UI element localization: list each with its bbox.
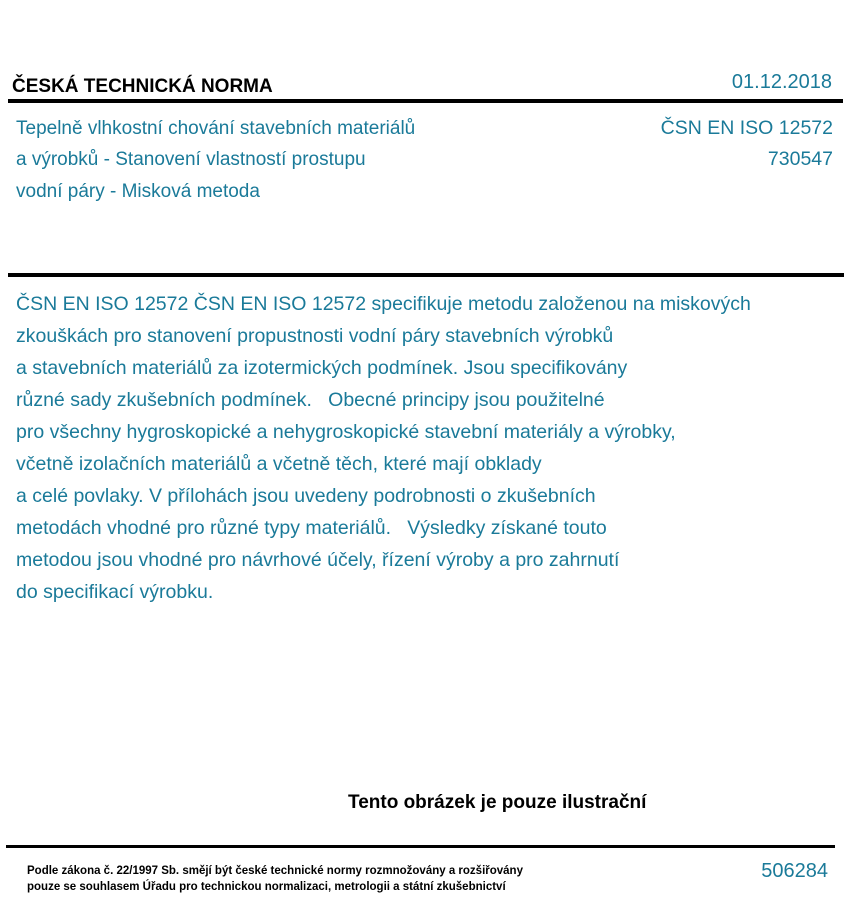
description-line: do specifikací výrobku.	[16, 581, 214, 603]
standard-designation: ČSN EN ISO 12572	[660, 117, 833, 139]
norm-header-label: ČESKÁ TECHNICKÁ NORMA	[12, 76, 273, 97]
standard-title-line: vodní páry - Misková metoda	[16, 181, 260, 202]
description-line: zkouškách pro stanovení propustnosti vodní páry stavebních výrobků	[16, 325, 614, 347]
description-line: včetně izolačních materiálů a včetně těch, které mají obklady	[16, 453, 542, 475]
description-line: různé sady zkušebních podmínek. Obecné principy jsou použitelné	[16, 389, 605, 411]
standard-title-line: a výrobků - Stanovení vlastností prostupu	[16, 149, 366, 170]
legal-notice-line: Podle zákona č. 22/1997 Sb. smějí být české technické normy rozmnožovány a rozšiřovány	[27, 865, 523, 877]
standard-title-line: Tepelně vlhkostní chování stavebních materiálů	[16, 118, 416, 139]
description-line: pro všechny hygroskopické a nehygroskopické stavební materiály a výrobky,	[16, 421, 676, 443]
description-line: ČSN EN ISO 12572 ČSN EN ISO 12572 specifikuje metodu založenou na miskových	[16, 293, 751, 315]
description-line: a stavebních materiálů za izotermických podmínek. Jsou specifikovány	[16, 357, 628, 379]
description-line: metodách vhodné pro různé typy materiálů. Výsledky získané touto	[16, 517, 607, 539]
classification-code: 730547	[767, 148, 833, 170]
catalog-number: 506284	[761, 860, 828, 882]
illustration-note: Tento obrázek je pouze ilustrační	[348, 792, 647, 813]
section-divider	[8, 273, 844, 277]
standard-description	[16, 288, 846, 608]
legal-notice	[27, 863, 523, 895]
description-line: a celé povlaky. V přílohách jsou uvedeny podrobnosti o zkušebních	[16, 485, 596, 507]
description-line: metodou jsou vhodné pro návrhové účely, řízení výroby a pro zahrnutí	[16, 549, 620, 571]
header-divider	[8, 99, 843, 103]
publication-date: 01.12.2018	[731, 71, 832, 93]
footer-divider	[6, 845, 835, 848]
legal-notice-line: pouze se souhlasem Úřadu pro technickou normalizaci, metrologii a státní zkušebnictví	[27, 881, 506, 893]
